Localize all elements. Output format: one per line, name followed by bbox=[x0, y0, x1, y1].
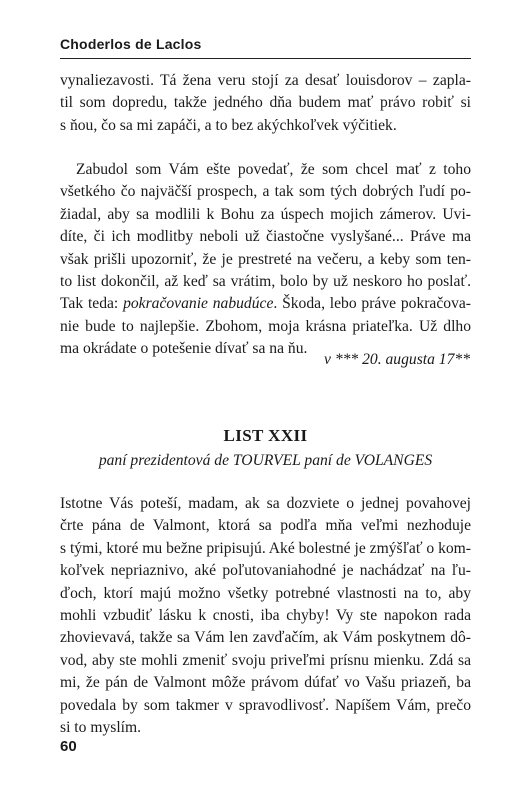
text-line: však prišli upozorniť, že je prestreté na večeru, a keby som ten- bbox=[60, 250, 471, 268]
letter-subtitle: paní prezidentová de TOURVEL paní de VOLANGES bbox=[98, 452, 433, 469]
text-line: s tými, ktoré mu bežne pripisujú. Aké bolestné je zmýšľať o kom- bbox=[60, 539, 471, 557]
text-line: ma okrádate o potešenie dívať sa na ňu. bbox=[60, 340, 308, 358]
text-line: zhovievavá, takže sa Vám len zavďačím, ak Vám poskytnem dô- bbox=[60, 629, 471, 647]
italic-phrase: pokračovanie nabudúce bbox=[123, 295, 274, 313]
text-line: ďoch, ktorí majú možno všetky potrebné vlastnosti na to, aby bbox=[60, 584, 471, 602]
text-line: povedala by som takmer v spravodlivosť. Napíšem Vám, prečo bbox=[60, 696, 471, 714]
paragraph-1 bbox=[60, 70, 471, 137]
text-line: vod, aby ste mohli zmeniť svoju priveľmi prísnu mienku. Zdá sa bbox=[60, 651, 471, 669]
text-line: všetkého čo najväčší prospech, a tak som tých dobrých ľudí po- bbox=[60, 183, 471, 201]
text-line: Istotne Vás poteší, madam, ak sa dozviete o jednej povahovej bbox=[60, 495, 471, 512]
text-line: žiadal, aby sa modlili k Bohu za úspech mojich zámerov. Uvi- bbox=[60, 205, 471, 223]
text-line: mi, že pán de Valmont môže právom dúfať vo Vašu priazeň, ba bbox=[60, 674, 471, 692]
dateline: v *** 20. augusta 17** bbox=[324, 351, 470, 368]
running-head: Choderlos de Laclos bbox=[60, 36, 202, 52]
page-number: 60 bbox=[60, 738, 77, 755]
text-line-with-italic bbox=[60, 293, 471, 315]
text-line: mohli vzbudiť lásku k cnosti, iba chyby! Vy ste napokon rada bbox=[60, 606, 471, 624]
text-line: nie bude to najlepšie. Zbohom, moja krásna priateľka. Už dlho bbox=[60, 317, 471, 335]
text-line: koľvek nepriaznivo, aké poľutovaniahodné je nachádzať na ľu- bbox=[60, 562, 471, 580]
italic-line-prefix: Tak teda: bbox=[60, 295, 124, 313]
text-line: vynaliezavosti. Tá žena veru stojí za desať louisdorov – zapla- bbox=[60, 72, 471, 89]
text-line: Zabudol som Vám ešte povedať, že som chcel mať z toho bbox=[76, 161, 471, 178]
text-line: si to myslím. bbox=[60, 718, 142, 736]
text-line: díte, či ich modlitby neboli už čiastočne vyslyšané... Práve ma bbox=[60, 228, 471, 246]
header-rule bbox=[60, 58, 471, 59]
text-line: to list dokončil, až keď sa vrátim, bolo by už neskoro ho poslať. bbox=[60, 272, 471, 290]
letter-title: LIST XXII bbox=[223, 426, 308, 445]
paragraph-3 bbox=[60, 493, 471, 739]
italic-line-suffix: . Škoda, lebo práve pokračova- bbox=[273, 295, 471, 313]
text-line: črte pána de Valmont, ktorá sa podľa mňa veľmi nezhoduje bbox=[60, 517, 471, 535]
text-line: til som dopredu, takže jedného dňa budem mať právo robiť si bbox=[60, 94, 471, 112]
text-line: s ňou, čo sa mi zapáči, a to bez akýchkoľvek výčitiek. bbox=[60, 116, 397, 134]
paragraph-2 bbox=[60, 159, 471, 361]
